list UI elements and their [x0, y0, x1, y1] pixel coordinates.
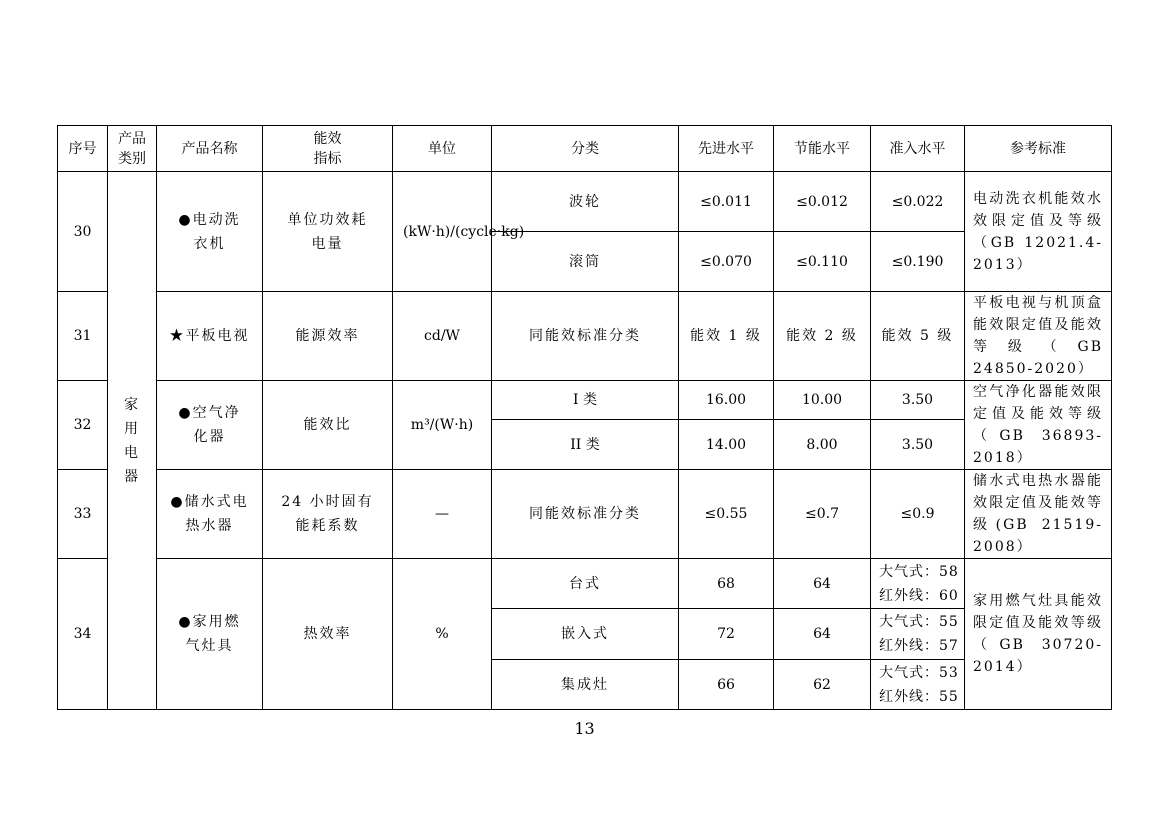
- entry-value: [871, 559, 965, 609]
- advanced-value: ≤0.011: [679, 172, 774, 232]
- header-entry: 准入水平: [871, 126, 965, 172]
- entry-infrared: 红外线：55: [879, 688, 959, 705]
- header-metric: 能效指标: [263, 126, 393, 172]
- header-saving: 节能水平: [774, 126, 871, 172]
- unit: cd/W: [393, 292, 492, 381]
- saving-value: 8.00: [774, 420, 871, 470]
- unit: —: [393, 470, 492, 559]
- saving-value: 64: [774, 609, 871, 660]
- advanced-value: ≤0.070: [679, 232, 774, 292]
- entry-value: 3.50: [871, 381, 965, 420]
- advanced-value: 14.00: [679, 420, 774, 470]
- product-name: ●空气净化器: [157, 381, 263, 470]
- entry-value: ≤0.190: [871, 232, 965, 292]
- metric: 24 小时固有能耗系数: [263, 470, 393, 559]
- advanced-value: ≤0.55: [679, 470, 774, 559]
- table-row: [58, 559, 1112, 609]
- entry-atmospheric: 大气式：55: [879, 614, 959, 630]
- entry-atmospheric: 大气式：58: [879, 563, 959, 580]
- metric: 单位功效耗电量: [263, 172, 393, 292]
- advanced-value: 16.00: [679, 381, 774, 420]
- saving-value: 10.00: [774, 381, 871, 420]
- class: 同能效标准分类: [492, 292, 679, 381]
- reference-standard: 家用燃气灶具能效限定值及能效等级（GB 30720-2014）: [965, 559, 1112, 710]
- unit: (kW·h)/(cycle·kg): [393, 172, 492, 292]
- saving-value: 能效 2 级: [774, 292, 871, 381]
- class: 波轮: [492, 172, 679, 232]
- advanced-value: 能效 1 级: [679, 292, 774, 381]
- metric: 能效比: [263, 381, 393, 470]
- entry-infrared: 红外线：60: [879, 587, 959, 604]
- table-header-row: [58, 126, 1112, 172]
- product-name: ●电动洗衣机: [157, 172, 263, 292]
- row-seq: 33: [58, 470, 108, 559]
- entry-infrared: 红外线：57: [879, 638, 959, 654]
- header-unit: 单位: [393, 126, 492, 172]
- metric: 能源效率: [263, 292, 393, 381]
- header-category: 产品类别: [108, 126, 157, 172]
- row-seq: 34: [58, 559, 108, 710]
- category-cell: 家用电器: [108, 172, 157, 710]
- entry-value: 3.50: [871, 420, 965, 470]
- saving-value: 64: [774, 559, 871, 609]
- reference-standard: 储水式电热水器能效限定值及能效等级(GB 21519-2008）: [965, 470, 1112, 559]
- class: 同能效标准分类: [492, 470, 679, 559]
- table-row: [58, 172, 1112, 232]
- table-row: [58, 381, 1112, 420]
- metric: 热效率: [263, 559, 393, 710]
- entry-value: [871, 660, 965, 710]
- reference-standard: 平板电视与机顶盒能效限定值及能效等级（GB 24850-2020）: [965, 292, 1112, 381]
- product-name: ●家用燃气灶具: [157, 559, 263, 710]
- saving-value: ≤0.7: [774, 470, 871, 559]
- entry-value: 能效 5 级: [871, 292, 965, 381]
- table-row: [58, 470, 1112, 559]
- class: 嵌入式: [492, 609, 679, 660]
- reference-standard: 空气净化器能效限定值及能效等级（GB 36893-2018）: [965, 381, 1112, 470]
- class: 滚筒: [492, 232, 679, 292]
- row-seq: 30: [58, 172, 108, 292]
- entry-value: [871, 609, 965, 660]
- class: 台式: [492, 559, 679, 609]
- saving-value: ≤0.012: [774, 172, 871, 232]
- advanced-value: 66: [679, 660, 774, 710]
- saving-value: 62: [774, 660, 871, 710]
- header-class: 分类: [492, 126, 679, 172]
- class: 集成灶: [492, 660, 679, 710]
- advanced-value: 72: [679, 609, 774, 660]
- saving-value: ≤0.110: [774, 232, 871, 292]
- row-seq: 31: [58, 292, 108, 381]
- entry-value: ≤0.9: [871, 470, 965, 559]
- product-name: ★平板电视: [157, 292, 263, 381]
- class: II 类: [492, 420, 679, 470]
- reference-standard: 电动洗衣机能效水效限定值及等级（GB 12021.4-2013）: [965, 172, 1112, 292]
- header-reference: 参考标准: [965, 126, 1112, 172]
- table-row: [58, 292, 1112, 381]
- entry-value: ≤0.022: [871, 172, 965, 232]
- advanced-value: 68: [679, 559, 774, 609]
- row-seq: 32: [58, 381, 108, 470]
- page-number: 13: [574, 719, 595, 738]
- unit: %: [393, 559, 492, 710]
- class: I 类: [492, 381, 679, 420]
- header-advanced: 先进水平: [679, 126, 774, 172]
- energy-efficiency-table: [57, 125, 1112, 710]
- header-product-name: 产品名称: [157, 126, 263, 172]
- header-seq: 序号: [58, 126, 108, 172]
- entry-atmospheric: 大气式：53: [879, 664, 959, 681]
- unit: m³/(W·h): [393, 381, 492, 470]
- product-name: ●储水式电热水器: [157, 470, 263, 559]
